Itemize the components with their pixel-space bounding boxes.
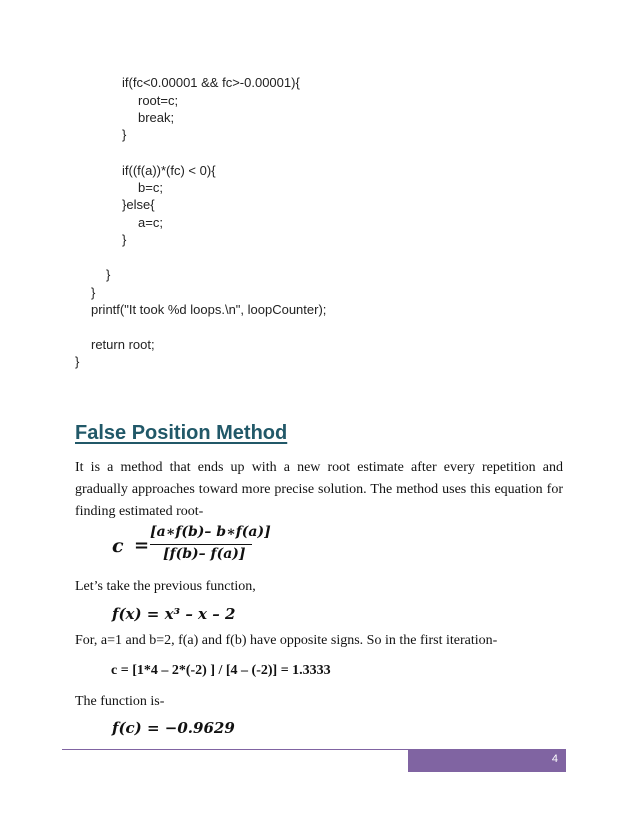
code-line: a=c; xyxy=(138,215,163,230)
fraction-bar xyxy=(150,544,252,545)
iteration-formula: c = [1*4 – 2*(-2) ] / [4 – (-2)] = 1.3333 xyxy=(111,663,331,678)
code-line: } xyxy=(122,127,127,142)
code-line: }else{ xyxy=(122,197,155,212)
code-line: if((f(a))*(fc) < 0){ xyxy=(122,163,216,178)
formula-lhs: c xyxy=(112,535,124,557)
page-number: 4 xyxy=(551,753,558,765)
code-line: break; xyxy=(138,110,175,125)
code-line: if(fc<0.00001 && fc>-0.00001){ xyxy=(122,75,300,90)
code-line: } xyxy=(122,232,127,247)
footer-page-box xyxy=(408,750,566,772)
code-line: root=c; xyxy=(138,93,179,108)
previous-function-text: Let’s take the previous function, xyxy=(75,579,256,594)
code-line: } xyxy=(91,285,96,300)
formula-denominator: [f(b)– f(a)] xyxy=(163,546,246,562)
code-line: } xyxy=(75,354,80,369)
section-heading: False Position Method xyxy=(75,422,288,444)
function-is-text: The function is- xyxy=(75,694,165,709)
code-line: b=c; xyxy=(138,180,163,195)
function-definition: f(x) = x³ – x – 2 xyxy=(112,605,236,623)
code-line: printf("It took %d loops.\n", loopCounter); xyxy=(91,302,327,317)
function-value: f(c) = −0.9629 xyxy=(112,719,235,737)
first-iteration-text: For, a=1 and b=2, f(a) and f(b) have opposite signs. So in the first iteration- xyxy=(75,633,498,648)
formula-equals: = xyxy=(134,535,150,556)
formula-numerator: [a∗f(b)– b∗f(a)] xyxy=(150,524,271,540)
code-line: } xyxy=(106,267,111,282)
code-line: return root; xyxy=(91,337,155,352)
intro-paragraph: It is a method that ends up with a new root estimate after every repetition and gradually approaches toward more precise solution. The method uses this equation for finding estimated root- xyxy=(75,460,563,519)
